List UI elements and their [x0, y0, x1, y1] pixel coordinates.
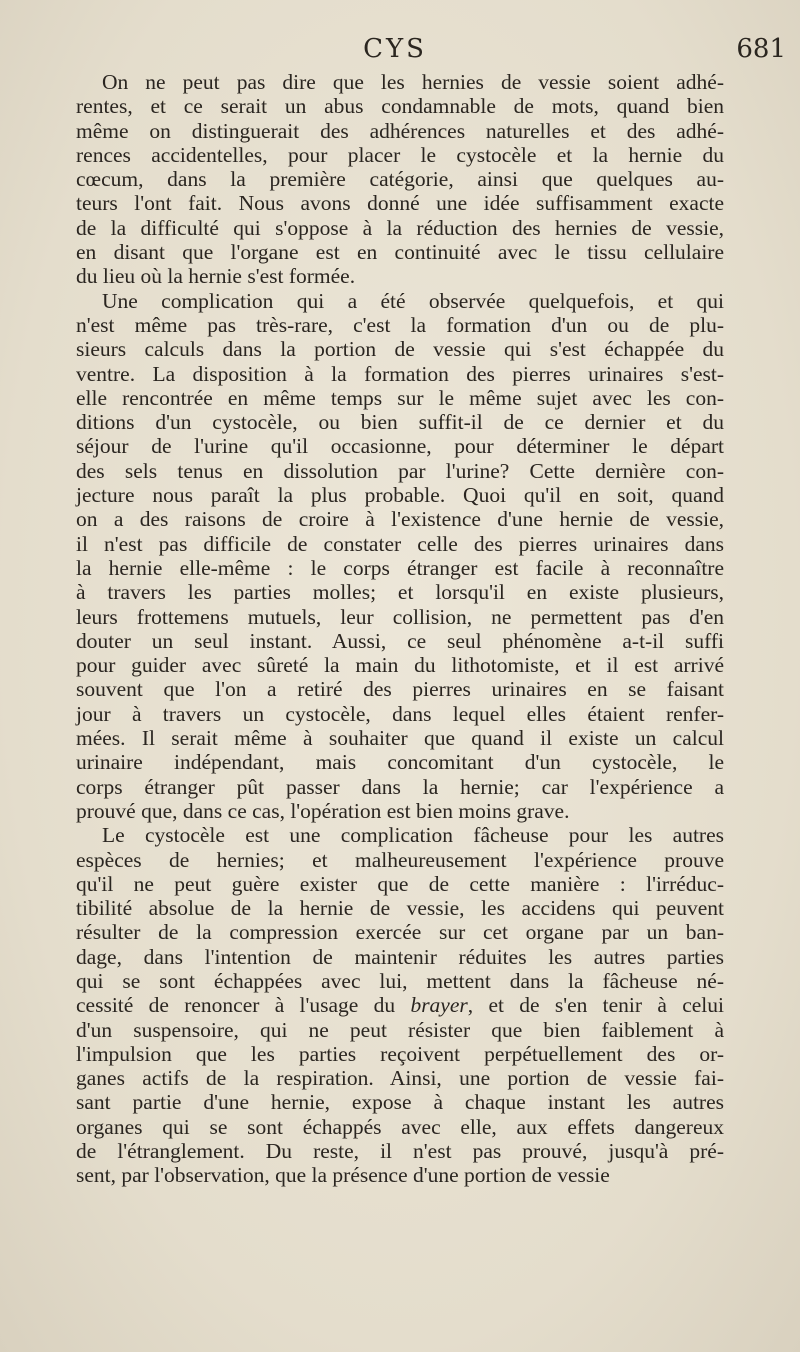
- text-line: leurs frottemens mutuels, leur collision, ne permettent pas d'en: [76, 604, 724, 629]
- text-line: Le cystocèle est une complication fâcheuse pour les autres: [102, 823, 724, 848]
- text-line: douter un seul instant. Aussi, ce seul phénomène a-t-il suffi: [76, 628, 724, 653]
- text-line: des sels tenus en dissolution par l'urine? Cette dernière con-: [76, 458, 724, 483]
- text-line: On ne peut pas dire que les hernies de vessie soient adhé-: [102, 70, 724, 94]
- text-line: teurs l'ont fait. Nous avons donné une idée suffisamment exacte: [76, 191, 724, 216]
- text-line: il n'est pas difficile de constater celle des pierres urinaires dans: [76, 531, 724, 556]
- text-line: elle rencontrée en même temps sur le même sujet avec les con-: [76, 385, 724, 410]
- paragraph: [76, 70, 724, 289]
- text-line: cœcum, dans la première catégorie, ainsi que quelques au-: [76, 167, 724, 192]
- text-line: à travers les parties molles; et lorsqu'il en existe plusieurs,: [76, 580, 724, 605]
- text-line: jecture nous paraît la plus probable. Quoi qu'il en soit, quand: [76, 483, 724, 508]
- text-line: qui se sont échappées avec lui, mettent dans la fâcheuse né-: [76, 968, 724, 993]
- text-line: l'impulsion que les parties reçoivent perpétuellement des or-: [76, 1041, 724, 1066]
- text-line: jour à travers un cystocèle, dans lequel elles étaient renfer-: [76, 701, 724, 726]
- text-line: de l'étranglement. Du reste, il n'est pas prouvé, jusqu'à pré-: [76, 1139, 724, 1164]
- text-line: rences accidentelles, pour placer le cystocèle et la hernie du: [76, 142, 724, 167]
- running-head-title: CYS: [363, 34, 427, 64]
- text-line: d'un suspensoire, qui ne peut résister que bien faiblement à: [76, 1017, 724, 1042]
- text-line: sieurs calculs dans la portion de vessie qui s'est échappée du: [76, 337, 724, 362]
- text-line: organes qui se sont échappés avec elle, aux effets dangereux: [76, 1114, 724, 1139]
- text-line: corps étranger pût passer dans la hernie; car l'expérience a: [76, 774, 724, 799]
- text-line: pour guider avec sûreté la main du lithotomiste, et il est arrivé: [76, 653, 724, 678]
- text-line: Une complication qui a été observée quelquefois, et qui: [102, 288, 724, 313]
- paragraph: [76, 289, 724, 824]
- text-line: dage, dans l'intention de maintenir réduites les autres parties: [76, 944, 724, 969]
- text-line: la hernie elle-même : le corps étranger est facile à reconnaître: [76, 555, 724, 580]
- text-line: ventre. La disposition à la formation des pierres urinaires s'est-: [76, 361, 724, 386]
- text-line: n'est même pas très-rare, c'est la formation d'un ou de plu-: [76, 312, 724, 337]
- text-line: même on distinguerait des adhérences naturelles et des adhé-: [76, 118, 724, 143]
- text-line: mées. Il serait même à souhaiter que quand il existe un calcul: [76, 726, 724, 751]
- text-line: en disant que l'organe est en continuité avec le tissu cellulaire: [76, 240, 724, 265]
- text-line: qu'il ne peut guère exister que de cette manière : l'irréduc-: [76, 871, 724, 896]
- text-line: prouvé que, dans ce cas, l'opération est bien moins grave.: [76, 798, 570, 823]
- text-line: sant partie d'une hernie, expose à chaque instant les autres: [76, 1090, 724, 1115]
- text-line: résulter de la compression exercée sur cet organe par un ban-: [76, 920, 724, 945]
- text-line: sent, par l'observation, que la présence d'une portion de vessie: [76, 1163, 610, 1188]
- text-line: ditions d'un cystocèle, ou bien suffit-il de ce dernier et du: [76, 410, 724, 435]
- text-line: rentes, et ce serait un abus condamnable de mots, quand bien: [76, 94, 724, 119]
- text-line: cessité de renoncer à l'usage du brayer, et de s'en tenir à celui: [76, 993, 724, 1018]
- body-text: [76, 70, 724, 1188]
- paragraph: [76, 823, 724, 1187]
- text-line: du lieu où la hernie s'est formée.: [76, 264, 356, 289]
- running-head: [0, 34, 800, 70]
- page-number: 681: [736, 34, 786, 64]
- text-line: urinaire indépendant, mais concomitant d'un cystocèle, le: [76, 750, 724, 775]
- text-line: souvent que l'on a retiré des pierres urinaires en se faisant: [76, 677, 724, 702]
- text-line: tibilité absolue de la hernie de vessie, les accidens qui peuvent: [76, 896, 724, 921]
- text-line: espèces de hernies; et malheureusement l'expérience prouve: [76, 847, 724, 872]
- text-line: de la difficulté qui s'oppose à la réduction des hernies de vessie,: [76, 215, 724, 240]
- text-line: séjour de l'urine qu'il occasionne, pour déterminer le départ: [76, 434, 724, 459]
- text-line: on a des raisons de croire à l'existence d'une hernie de vessie,: [76, 507, 724, 532]
- text-line: ganes actifs de la respiration. Ainsi, une portion de vessie fai-: [76, 1066, 724, 1091]
